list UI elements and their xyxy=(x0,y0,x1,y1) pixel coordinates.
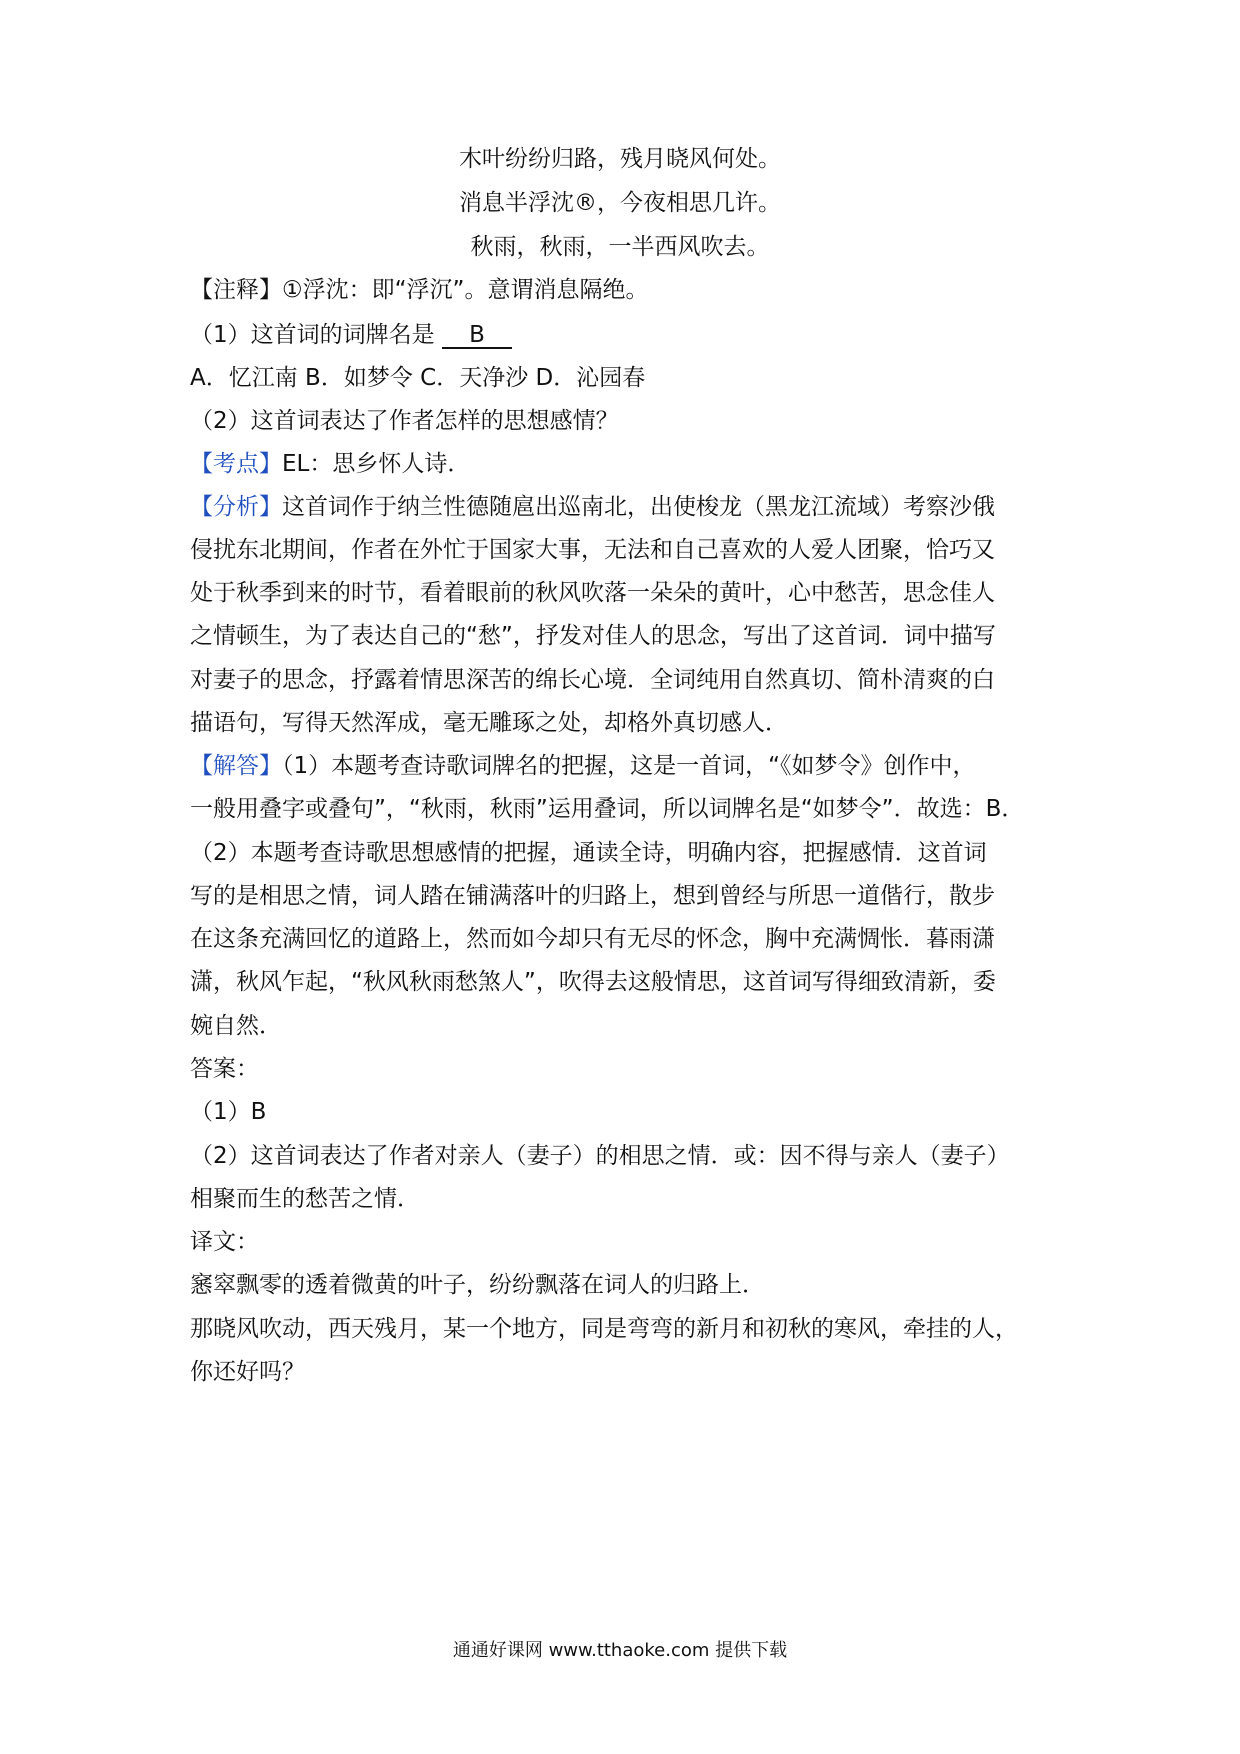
jieda-line-6: 潇，秋风乍起，“秋风秋雨愁煞人”，吹得去这般情思，这首词写得细致清新，委 xyxy=(190,969,996,995)
translation-line-2: 那晓风吹动，西天残月，某一个地方，同是弯弯的新月和初秋的寒风，牵挂的人， xyxy=(190,1316,1018,1342)
kaodian xyxy=(190,449,1070,479)
poem-line-2: 消息半浮沈®，今夜相思几许。 xyxy=(459,190,781,216)
question-2: （2）这首词表达了作者怎样的思想感情？ xyxy=(190,408,619,434)
fenxi-line-6: 描语句，写得天然浑成，毫无雕琢之处，却格外真切感人． xyxy=(190,710,788,736)
fenxi-line-4: 之情顿生，为了表达自己的“愁”，抒发对佳人的思念，写出了这首词．词中描写 xyxy=(190,623,996,649)
fenxi-line-1 xyxy=(190,492,1070,522)
translation-line-3: 你还好吗？ xyxy=(190,1359,305,1385)
translation-line-1: 窸窣飘零的透着微黄的叶子，纷纷飘落在词人的归路上． xyxy=(190,1272,765,1298)
jieda-line-3: （2）本题考查诗歌思想感情的把握，通读全诗，明确内容，把握感情．这首词 xyxy=(190,840,987,866)
footer: 通通好课网 www.tthaoke.com 提供下载 xyxy=(452,1640,788,1661)
jieda-tag: 【解答】 xyxy=(190,753,282,779)
translation-label: 译文： xyxy=(190,1229,259,1255)
jieda-line-7: 婉自然． xyxy=(190,1013,282,1039)
question-1-text: （1）这首词的词牌名是 xyxy=(190,322,435,348)
poem-line-3: 秋雨，秋雨，一半西风吹去。 xyxy=(470,234,770,260)
jieda-line-5: 在这条充满回忆的道路上，然而如今却只有无尽的怀念，胸中充满惆怅．暮雨潇 xyxy=(190,926,995,952)
jieda-line-4: 写的是相思之情，词人踏在铺满落叶的归路上，想到曾经与所思一道偕行，散步 xyxy=(190,883,995,909)
note: 【注释】①浮沈：即“浮沉”。意谓消息隔绝。 xyxy=(190,277,649,303)
question-1-options: A．忆江南 B．如梦令 C．天净沙 D．沁园春 xyxy=(190,365,646,391)
question-1-answer-blank: B xyxy=(442,323,512,349)
answer-2-line-2: 相聚而生的愁苦之情． xyxy=(190,1186,420,1212)
kaodian-text: EL：思乡怀人诗． xyxy=(282,451,471,477)
answer-1: （1）B xyxy=(190,1099,267,1125)
fenxi-tag: 【分析】 xyxy=(190,494,282,520)
jieda-line-1 xyxy=(190,751,1070,781)
fenxi-line-3: 处于秋季到来的时节，看着眼前的秋风吹落一朵朵的黄叶，心中愁苦，思念佳人 xyxy=(190,580,995,606)
jieda-line-2: 一般用叠字或叠句”，“秋雨，秋雨”运用叠词，所以词牌名是“如梦令”．故选：B． xyxy=(190,796,1025,822)
kaodian-tag: 【考点】 xyxy=(190,451,282,477)
answer-2-line-1: （2）这首词表达了作者对亲人（妻子）的相思之情．或：因不得与亲人（妻子） xyxy=(190,1143,1010,1169)
question-1 xyxy=(190,320,1070,350)
answer-label: 答案： xyxy=(190,1056,259,1082)
fenxi-line-5: 对妻子的思念，抒露着情思深苦的绵长心境．全词纯用自然真切、简朴清爽的白 xyxy=(190,667,995,693)
poem-line-1: 木叶纷纷归路，残月晓风何处。 xyxy=(459,146,781,172)
jieda-text: （1）本题考查诗歌词牌名的把握，这是一首词，“《如梦令》创作中， xyxy=(282,753,976,779)
fenxi-line-2: 侵扰东北期间，作者在外忙于国家大事，无法和自己喜欢的人爱人团聚，恰巧又 xyxy=(190,537,995,563)
fenxi-text: 这首词作于纳兰性德随扈出巡南北，出使梭龙（黑龙江流域）考察沙俄 xyxy=(282,494,995,520)
